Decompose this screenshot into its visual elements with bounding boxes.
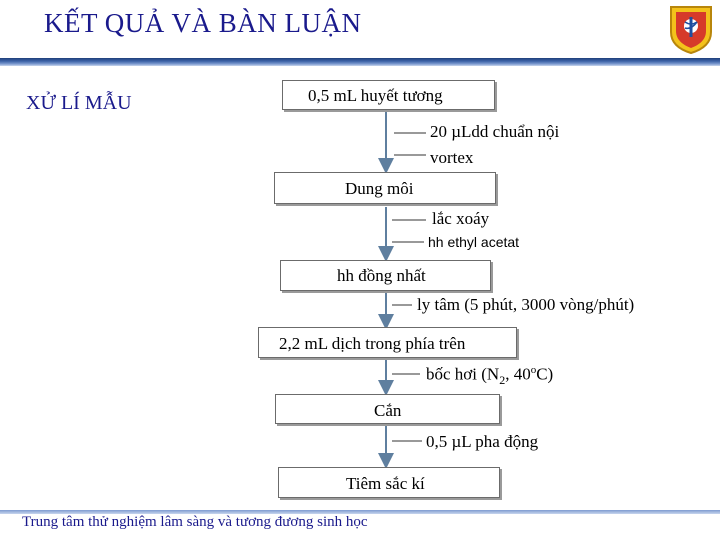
step-box-label: Cắn [374, 401, 402, 420]
step-note-vortex: vortex [430, 148, 474, 167]
step-box-homogeneous [280, 260, 491, 291]
step-box-label: 0,5 mL huyết tương [308, 86, 443, 105]
step-note-shake: lắc xoáy [432, 209, 490, 228]
step-box-label: hh đồng nhất [337, 266, 426, 285]
evaporate-text: bốc hơi (N [426, 364, 500, 384]
page-title: KẾT QUẢ VÀ BÀN LUẬN [44, 8, 362, 38]
step-note-evaporate [426, 364, 553, 388]
degree-superscript: o [530, 364, 537, 376]
step-box-supernatant [258, 327, 517, 358]
step-box-residue [275, 394, 500, 424]
nitrogen-subscript: 2 [499, 373, 506, 388]
step-box-label: Dung môi [345, 179, 414, 198]
evaporate-temp: , 40 [505, 364, 531, 384]
step-note-ethyl-acetate: hh ethyl acetat [428, 234, 520, 250]
step-note-internal-standard: 20 µLdd chuẩn nội [430, 122, 560, 141]
step-box-label: Tiêm sắc kí [346, 474, 425, 493]
step-box-injection [278, 467, 500, 498]
step-box-label: 2,2 mL dịch trong phía trên [279, 334, 466, 353]
evaporate-unit: C) [536, 364, 554, 384]
step-note-mobile-phase: 0,5 µL pha động [426, 432, 539, 451]
step-box-solvent [274, 172, 496, 204]
section-heading: XỬ LÍ MẪU [26, 92, 132, 114]
footer-text: Trung tâm thử nghiệm lâm sàng và tương đương sinh học [22, 514, 368, 530]
step-note-centrifuge: ly tâm (5 phút, 3000 vòng/phút) [417, 295, 635, 314]
step-box-plasma [282, 80, 495, 110]
